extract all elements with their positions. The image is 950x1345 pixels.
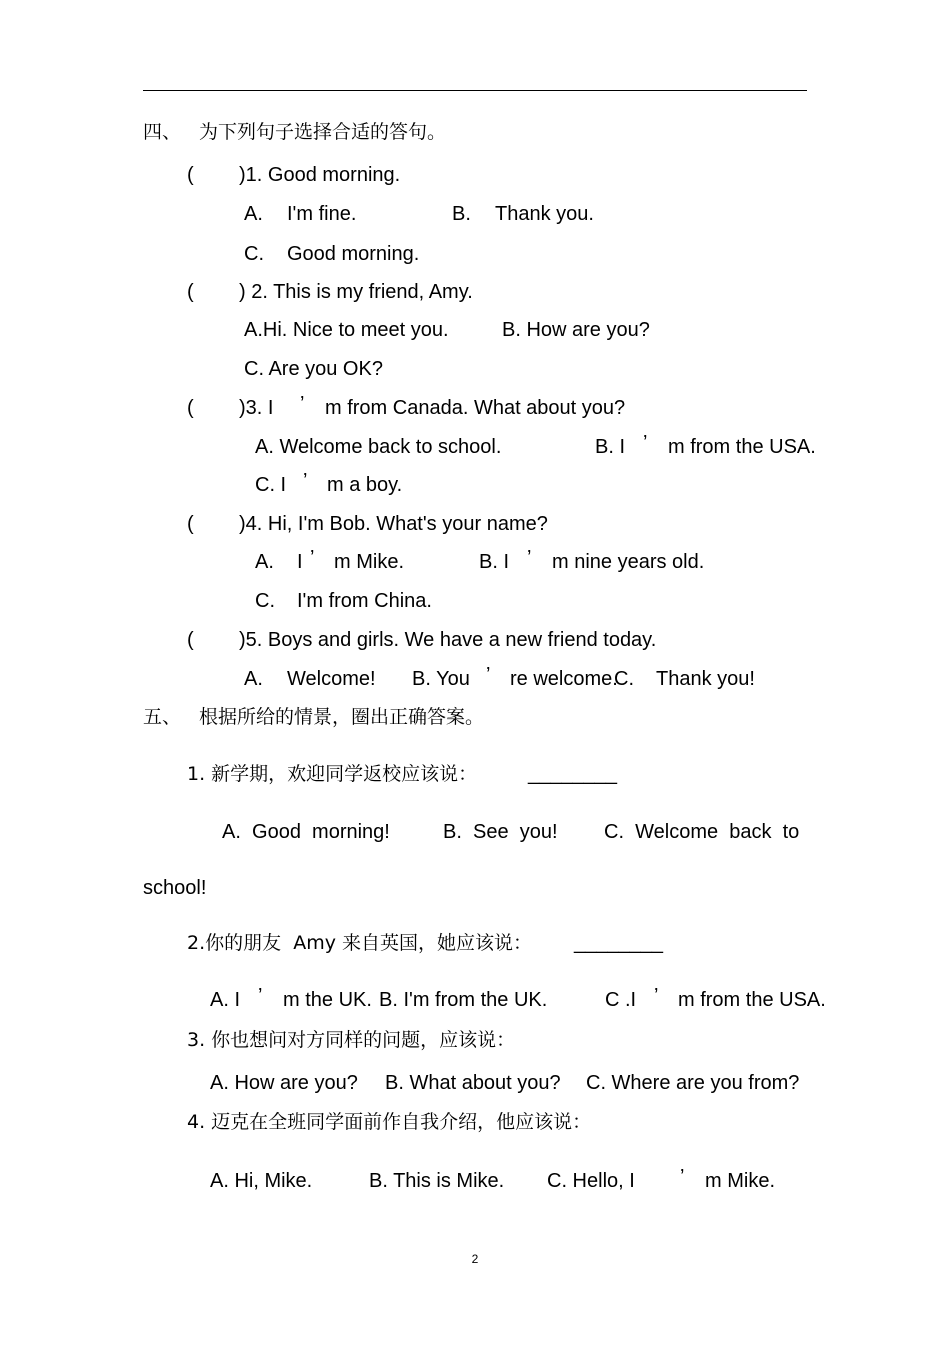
option-a-part1: I <box>297 551 303 573</box>
question-prompt-part2: m from Canada. What about you? <box>325 397 626 419</box>
question-prompt: 1. 新学期，欢迎同学返校应该说： <box>187 763 478 785</box>
option-a-letter: A. <box>244 668 263 690</box>
answer-paren[interactable]: ( <box>187 629 194 651</box>
option-c-part1: C. I <box>255 474 287 496</box>
option-b-part1: B. I <box>595 436 626 458</box>
answer-paren[interactable]: ( <box>187 397 194 419</box>
answer-blank[interactable]: ________ <box>574 932 663 954</box>
option-c-letter: C. <box>614 668 634 690</box>
option-a-letter: A. <box>255 551 274 573</box>
option-c-part2: m Mike. <box>705 1170 775 1192</box>
apostrophe: ’ <box>527 547 532 569</box>
apostrophe: ’ <box>300 393 305 415</box>
apostrophe: ’ <box>310 547 315 569</box>
apostrophe: ’ <box>303 470 308 492</box>
option-b: B. See you! <box>443 821 558 843</box>
option-b-part1: B. I <box>479 551 510 573</box>
question-prompt: 4. 迈克在全班同学面前作自我介绍，他应该说： <box>187 1111 592 1133</box>
apostrophe: ’ <box>680 1166 685 1188</box>
option-a: A. Welcome back to school. <box>255 436 502 458</box>
option-b: B. I'm from the UK. <box>379 989 548 1011</box>
option-b-text: Thank you. <box>495 203 594 225</box>
option-c-text: Thank you! <box>656 668 755 690</box>
option-c: C. Where are you from? <box>586 1072 800 1094</box>
option-a: A. Good morning! <box>222 821 390 843</box>
option-b: B. How are you? <box>502 319 650 341</box>
apostrophe: ’ <box>654 985 659 1007</box>
option-c-part2: m from the USA. <box>678 989 826 1011</box>
option-a-text: Welcome! <box>287 668 376 690</box>
option-b: B. What about you? <box>385 1072 561 1094</box>
question-prompt: )5. Boys and girls. We have a new friend today. <box>239 629 657 651</box>
question-prompt-part1: )3. I <box>239 397 274 419</box>
option-a: A. How are you? <box>210 1072 358 1094</box>
option-c: C. Welcome back to <box>604 821 800 843</box>
option-b-part2: m from the USA. <box>668 436 816 458</box>
question-prompt: 2.你的朋友 Amy 来自英国，她应该说： <box>187 932 532 954</box>
apostrophe: ’ <box>643 432 648 454</box>
option-a-part2: m the UK. <box>283 989 372 1011</box>
answer-paren[interactable]: ( <box>187 513 194 535</box>
option-a-text: I'm fine. <box>287 203 357 225</box>
option-a-part2: m Mike. <box>334 551 404 573</box>
section-4-heading: 为下列句子选择合适的答句。 <box>199 121 447 143</box>
option-b-letter: B. <box>452 203 471 225</box>
question-prompt: )4. Hi, I'm Bob. What's your name? <box>239 513 548 535</box>
option-b: B. This is Mike. <box>369 1170 505 1192</box>
option-a-letter: A. <box>244 203 263 225</box>
question-prompt: )1. Good morning. <box>239 164 401 186</box>
option-c-continued: school! <box>143 877 207 899</box>
apostrophe: ’ <box>486 664 491 686</box>
section-5-number: 五、 <box>143 706 182 728</box>
option-c-part2: m a boy. <box>327 474 403 496</box>
apostrophe: ’ <box>258 985 263 1007</box>
option-c-part1: C .I <box>605 989 637 1011</box>
question-prompt: 3. 你也想问对方同样的问题，应该说： <box>187 1029 516 1051</box>
header-rule <box>143 90 807 91</box>
question-prompt: ) 2. This is my friend, Amy. <box>239 281 473 303</box>
option-a: A. Hi, Mike. <box>210 1170 313 1192</box>
section-5-heading: 根据所给的情景，圈出正确答案。 <box>199 706 485 728</box>
option-b-part2: m nine years old. <box>552 551 705 573</box>
option-c-part1: C. Hello, I <box>547 1170 635 1192</box>
page-number: 2 <box>471 1252 479 1266</box>
option-c-text: Good morning. <box>287 243 420 265</box>
option-c-letter: C. <box>255 590 275 612</box>
section-4-number: 四、 <box>143 121 182 143</box>
option-c: C. Are you OK? <box>244 358 383 380</box>
option-b-part1: B. You <box>412 668 470 690</box>
option-a-part1: A. I <box>210 989 241 1011</box>
answer-paren[interactable]: ( <box>187 281 194 303</box>
option-b-part2: re welcome. <box>510 668 618 690</box>
option-a: A.Hi. Nice to meet you. <box>244 319 449 341</box>
option-c-text: I'm from China. <box>297 590 432 612</box>
answer-blank[interactable]: ________ <box>528 763 617 785</box>
answer-paren[interactable]: ( <box>187 164 194 186</box>
option-c-letter: C. <box>244 243 264 265</box>
